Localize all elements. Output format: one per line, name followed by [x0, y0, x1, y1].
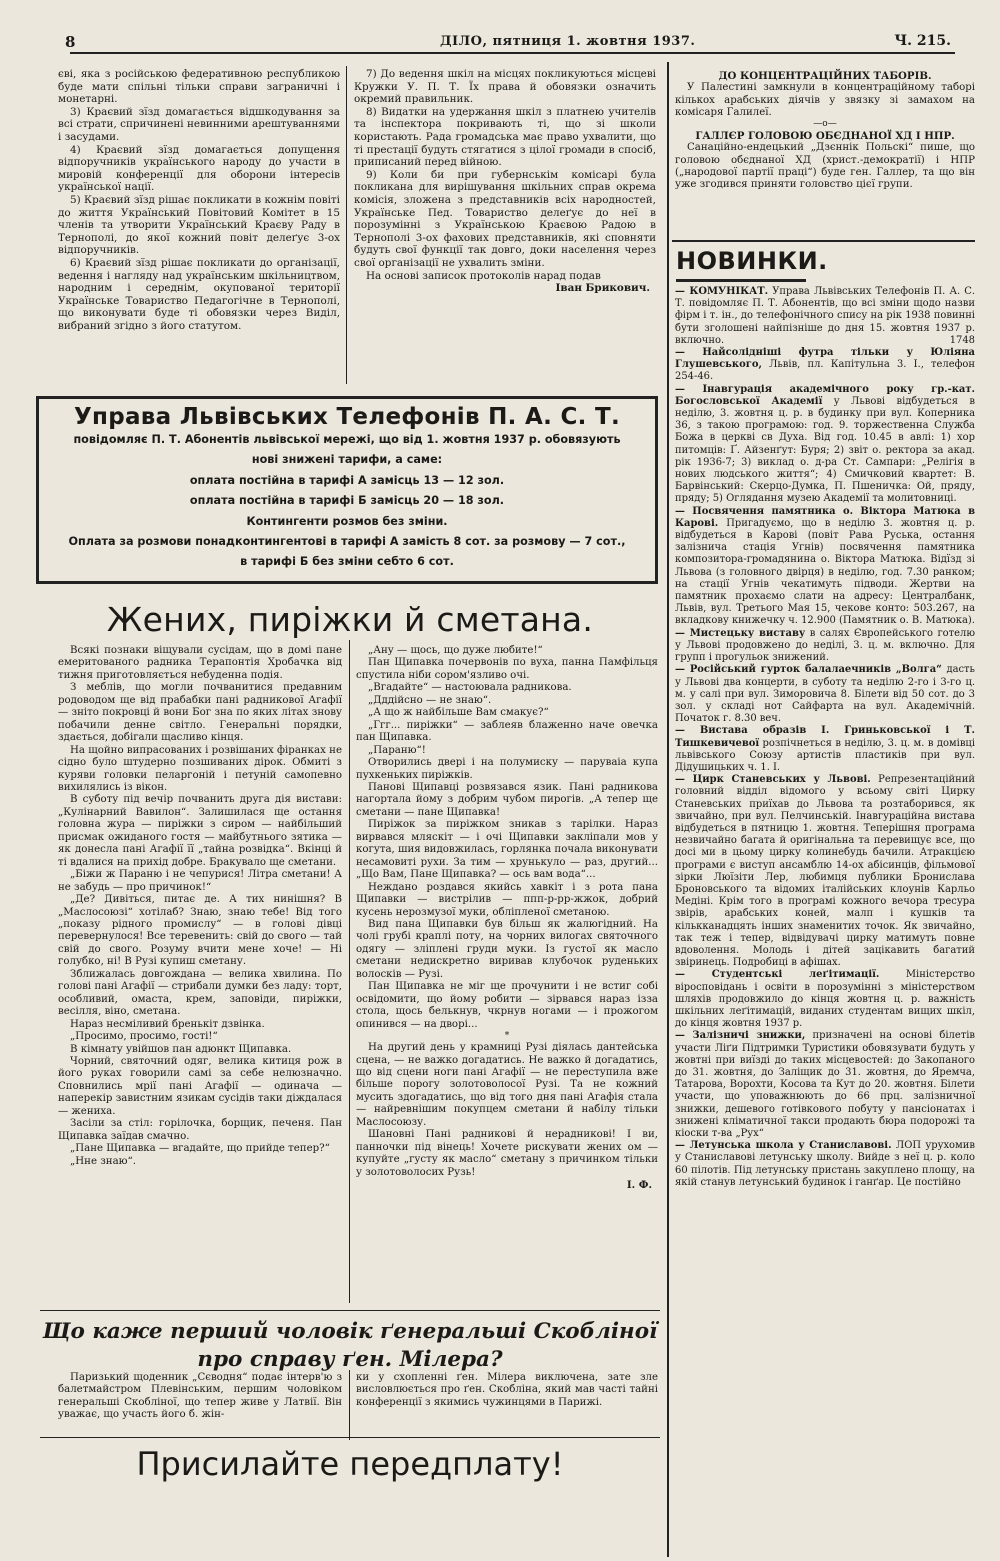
news-item-lead: — Летунська школа у Станиславові.	[675, 1140, 892, 1152]
column-divider	[349, 640, 350, 1303]
top-article-col2: 7) До ведення шкіл на місцях покликуються місцеві Кружки У. П. Т. Їх права й обовязки означить окремий правильник. 8) Видатки на удержання шкіл з платнею учителів та інспектора покривають ті, що зі школи користають. Рада громадська має право ухвалити, що ті престації будуть стягатися з цілої громади в спосіб, приписаний перед війною. 9) Коли би при губернськім комісарі була покликана для вирішування шкільних справ окрема комісія, зложена з представників всіх народностей, Українське Пед. Товариство делеґує до неї в порозумінні з Українською Краєвою Радою в Тернополі 3-ох фахових представників, які сповняти будуть свої функції так довго, доки населення через свої організації не ухвалить зміни. На основі записок протоколів нарад подав Іван Брикович.	[354, 68, 656, 295]
news-item-text: у Львові відбудеться в неділю, 3. жовтня ц. р. в будинку при вул. Коперника 36, з такою програмою: год. 9. торжественна Служба Божа в церкві св Духа. Від год. 10.45 в авлі: 1) хор питомців: Ґ. Айзенґут: Буря; 2) звіт о. ректора за акад. рік 1936-7; 3) виклад о. д-ра Ст. Сампари: „Релігія в нових людського життя“; 4) Смичковий квартет: В. Барвінський: Скерцо-Думка, П. Пшеничка: Ой, пряду, пряду; 5) Оглядання музею Академії та молитовниці.	[675, 395, 975, 505]
page-header	[60, 30, 955, 52]
news-item-text: ЛОП урухомив у Станиславові летунську школу. Вийде з неї ц. р. коло 60 пілотів. Під летунську пристань закуплено площу, на якій станув летунський будинок і ганґар. Це постійно	[675, 1140, 975, 1188]
page-number: 8	[65, 33, 76, 51]
news-item	[675, 969, 975, 1030]
news-item-text: в салях Європейського готелю у Львові продовжено до неділі, 3. ц. м. включно. Для групп і прогульок знижений.	[675, 627, 975, 664]
column-divider	[346, 66, 347, 384]
news-item-lead: — Посвячення памятника о. Віктора Матюка в Карові.	[675, 505, 975, 529]
news-item-lead: — Цирк Станевських у Львові.	[675, 774, 871, 786]
news-item	[675, 347, 975, 384]
issue-number: Ч. 215.	[894, 33, 951, 49]
right-column-top: ДО КОНЦЕНТРАЦІЙНИХ ТАБОРІВ. У Палестині замкнули в концентраційному таборі кількох арабських діячів у звязку зі замахом на комісаря Галилеї. —o— ГАЛЛЄР ГОЛОВОЮ ОБЄДНАНОЇ ХД І НПР. Санаційно-ендецький „Дзєннік Польскі“ пише, що головою обєднаної ХД (христ.-демократії) і НПР („народової партії праці“) буде ген. Галлер, та що він уже згодився приняти головство цієї групи.	[675, 70, 975, 191]
article2-col1: Паризький щоденник „Сєводня“ подає інтерв'ю з балетмайстром Плевінським, першим чоловіком генеральші Скоблінoї, що тепер живе у Латвії. Він уважає, що участь його б. жін-	[58, 1372, 342, 1420]
column-divider	[667, 62, 669, 1557]
article2-headline: Що каже перший чоловік ґенеральші Скоблінoї про справу ґен. Мілера?	[42, 1319, 658, 1372]
news-item	[675, 774, 975, 969]
camps-title: ДО КОНЦЕНТРАЦІЙНИХ ТАБОРІВ.	[718, 70, 932, 82]
article2-col2: ки у схопленні ґен. Мілера виключена, зате зле висловлюється про ґен. Скобліна, який мав часті тайні конференції з якимись чужинцями в Парижі.	[356, 1372, 658, 1408]
news-item-lead: — Залізничі знижки,	[675, 1030, 806, 1042]
news-item	[675, 506, 975, 628]
ad-line: оплата постійна в тарифі Б замісць 20 — 18 зол.	[189, 494, 505, 508]
ad-line: нові знижені тарифи, а саме:	[251, 453, 443, 467]
subscription-banner: Присилайте передплату!	[136, 1445, 564, 1483]
feuilleton-col2: „Ану — щось, що дуже любите!“ Пан Щипавка почервонів по вуха, панна Памфільця спустила ніби сором'язливо очі. „Вгадайте“ — настоювала радникова. „Дддійсно — не знаю“. „А що ж найбільше Вам смакує?“ „Ггг... пиріжки“ — заблеяв блаженно наче овечка пан Щипавка. „Параню“! Отворились двері і на полумиску — паруваіа купа пухкеньких пиріжків. Панові Щипавці розвязався язик. Пані радникова нагортала йому з добрим чубом пирогів. „А тепер ще сметани — пане Щипавка! Пиріжок за пиріжком зникав з тарілки. Нараз вирвався мляскіт — і очі Щипавки закліпали мов у когута, шия видовжилась, горлянка почала виконувати несамовиті рухи. За тим — хрунькуло — раз, другий... „Що Вам, Пане Щипавка? — ось вам вода“... Нежданo роздався якийсь хавкіт і з рота пана Щипавки — вистрілив — ппп-р-рр-жжок, добрий кусень нерозмузої муки, обліпленої сметаною. Вид пана Щипавки був більш як жалюгідний. На чолі грубі краплі поту, на чорних вилогах святочного одягу — зліплені груди муки. Із густої як масло сметани недискретно виривав клубочок руденьких волосків — Рузі. Пан Щипавка не міг ще прочунити і не встиг собі освідомити, що йому робити — зірвався нараз ізза стола, щось белькнув, чкрнув ногами — і прожогом опинився — на дворі... * На другий день у крамниці Рузі діялась дантейська сцена, — не важко догадатись. Не важко й догадатись, що від сцени ноги пані Агафії — не переступила вже більше порогу золотоволосої Рузі. Та не кожний мусить здогадатись, що від того дня пані Агафія стала — найревнішим покупцем сметани й набілу тільки Маслосоюзу. Шановні Пані радникові й нерадникові! І ви, панночки під вінець! Хочете рискувати жених ом — купуйте „густу як масло“ сметану з причинком тільки у золотоволосих Рузь! І. Ф.	[356, 645, 658, 1192]
feuilleton-headline: Жених, пиріжки й сметана.	[106, 600, 594, 639]
news-item-code: 1748	[949, 334, 975, 346]
feuilleton-signature: І. Ф.	[626, 1179, 652, 1192]
news-item-text: Міністерство віросповідань і освіти в порозумінні з міністерством шляхів продовжило до кінця жовтня ц. р. важність шкільних леґітимацій, виданих студентам вищих шкіл, до кінця жовтня 1937 р.	[675, 969, 975, 1030]
news-item	[675, 725, 975, 774]
news-item-text: Управа Львівських Телефонів П. А. С. Т. повідомляє П. Т. Абонентів, що всі зміни щодо назви фірм і т. ін., до телефонічного спису на рік 1938 повинні бути зголошені найпізніше до дня 15. жовтня 1937 р. включно.	[675, 286, 975, 346]
news-item	[675, 1030, 975, 1140]
news-item-text: Репрезентаційний головний відділ відомого у всьому світі Цирку Станевських приїхав до Львова та розтаборився, як звичайно, при вул. Пелчинській. Інавгураційна вистава відбудеться в пятницю 1. жовтня. Теперішня програма незвичайно багата й оригінальна та перевищує все, що досі ми в цьому цирку колинебудь бачили. Атракцією програми є виступ ансамблю 14-ох абісинців, фільмової зірки Люїзіти Лер, любимця публики Бронислава Броновського та відомих італійських клоунів Карльо Медіні. Крім того в програмі кожного вечора тресура звірів, арабських коней, малп і кушків та кількканадцять інших знаменитих точок. Як звичайно, так теж і тепер, відвідувачі цирку матимуть повне вдоволення. Молодь і дітей зацікавить багатий звіринець. Подробиці в афішах.	[675, 774, 975, 969]
news-item	[675, 1140, 975, 1189]
section-rule	[40, 1310, 660, 1311]
news-item-lead: — КОМУНІКАТ.	[675, 286, 769, 297]
section-rule	[672, 240, 975, 242]
section-rule	[40, 1437, 660, 1438]
ad-line: повідомляє П. Т. Абонентів львівської мережі, що від 1. жовтня 1937 р. обовязують	[73, 433, 621, 446]
top-article-col1: єві, яка з російською федеративною республикою буде мати спільні тільки справи заграничні і монетарні. 3) Краєвий зїзд домагається відшкодування за всі страти, спричинені невинними арештуваннями і засудами. 4) Краєвий зїзд домагається допущення відпоручників українського народу до участи в мировій конференції для оборони інтересів української нації. 5) Краєвий зїзд рішає покликати в кожнім повіті до життя Український Повітовий Комітет в 15 членів та утворити Український Краєву Раду в Тернополі, до якої кожний повіт делеґує 3-ох відпоручників. 6) Краєвий зїзд рішає покликати до організації, ведення і нагляду над українським шкільництвом, народним і середнім, окупованої території Українське Товариство Педагогічне в Тернополі, що виконувати буде ті обовязки через Виділ, вибраний згідно з його статутом.	[58, 68, 340, 332]
masthead: ДІЛО, пятниця 1. жовтня 1937.	[440, 34, 696, 49]
news-item-lead: — Мистецьку виставу	[675, 627, 806, 639]
news-item	[675, 286, 975, 347]
news-item-lead: — Вистава образів І. Гриньковської і Т. Тишкевичевої	[675, 725, 975, 749]
news-list	[675, 286, 975, 1189]
news-item-text: призначені на основі білетів участи Ліґи Підтримки Туристики обовязувати будуть у жовтні при виїзді до таких місцевостей: до Закопаного до 31. жовтня, до Заліщик до 31. жовтня, до Яремча, Татарова, Ворохти, Косова та Кут до 20. жовтня. Білети участи, що уповажнюють до 66 прц. залізничної знижки, дешевого готівкового побуту у пансіонатах і знижені кліматичної такси продають бюра подорожі та кіоски т-ва „Рух“	[675, 1030, 975, 1140]
haller-title: ГАЛЛЄР ГОЛОВОЮ ОБЄДНАНОЇ ХД І НПР.	[695, 130, 955, 143]
news-item-text: Львів, пл. Капітульна 3. І., телефон 254-46.	[675, 359, 975, 383]
telephone-ad	[36, 396, 658, 584]
header-rule	[70, 52, 955, 54]
news-item	[675, 664, 975, 725]
news-item-text: Пригадуємо, що в неділю 3. жовтня ц. р. відбудеться в Карові (повіт Рава Руська, остання залізнича стація Угнів) посвячення памятника композитора-громадянина о. Віктора Матюка. Відїзд зі Львова (з головного двірця) в неділю, год. 7.30 ранком; на стації Угнів чекатимуть підводи. Жертви на памятник прохаємо слати на адресу: Централбанк, Львів, вул. Третього Мая 15, чекове конто: 503.267, на вкладкову книжечку ч. 12.900 (Памятник о. В. Матюка).	[675, 517, 975, 627]
ad-line: Контингенти розмов без зміни.	[246, 514, 448, 528]
feuilleton-col1: Всякі познаки віщували сусідам, що в домі пане емеритованого радника Терапонтія Хробачка від тижня приготовляється небуденна подія. З меблів, що могли почванитися предавним родоводом ще від прабабки пані радникової Агафії — зніто покровці й вони Бог зна по яких літах знову побачили денне світло. Генеральні порядки, здається, добігали щасливо кінця. На щойно випрасованих і розвішаних фіранках не сідно було штудерно позшиваних дірок. Обмиті з куряви головки пеларгоній і петуній самопевно вихилялись із вікон. В суботу під вечір почванить друга дія вистави: „Кулінарний Вавилон“. Залишилася ще остання головна журa — пиріжки з сиром — найбільший присмак ожиданого гостя — майбутнього зятика — як донесла пані Агафії її „тайна розвідка“. Вкінці й ті вдалися на прихід добре. Бракувало ще сметани. „Біжи ж Параню і не чепурися! Літра сметани! А не забудь — про причинок!“ „Де? Дивіться, питає де. А тих нинішня? В „Маслосоюзі“ хотілаб? Знаю, знаю тебе! Від того „показу рідного промислу“ — в голові дівці перевернулося! Все теревенить: свій до свого — тай свій до свого. Розуму вчити мене хоче! — Ні голубко, ні! В Рузі купиш сметану. Зближалась довгождана — велика хвилина. По голові пані Агафії — стрибали думки без ладу: торт, особливий, омаста, крем, заповіди, пиріжки, весілля, віно, сметана. Нараз несміливий бренькіт дзвінка. „Просимо, просимо, гості!“ В кімнату увійшов пан адюнкт Щипавка. Чорний, святочний одяг, велика китиця рож в його руках говорили самі за себе нелюзначно. Сповнились мрії пані Агафії — одинача — наперекір завистним язикам сусідів таки діждалася — жениха. Засіли за стіл: горілочка, борщик, печеня. Пан Щипавка заїдав смачно. „Пане Щипавка — вгадайте, що прийде тепер?“ „Нне знаю“.	[58, 645, 342, 1167]
news-item-lead: — Студентські леґітимації.	[675, 969, 880, 981]
news-item-lead: — Російський гурток балалаечників „Волга“	[675, 664, 942, 676]
column-divider	[349, 1370, 350, 1440]
news-item-lead: — Найсолідніші футра тільки у Юліяна Глушевського,	[675, 347, 975, 371]
ad-line: Оплата за розмови понадконтингентові в тарифі А замість 8 сот. за розмову — 7 сот.,	[68, 535, 626, 549]
news-item	[675, 628, 975, 665]
news-item-text: дасть у Львові два концерти, в суботу та неділю 2-го і 3-го ц. м. у салі при вул. Зиморовича 8. Білети від 50 сот. до 3 зол. у складі нот Сайфарта на вул. Академічній. Початок г. 8.30 веч.	[675, 664, 975, 725]
news-item-lead: — Інавгурація академічного року гр.-кат. Богословської Академії	[675, 383, 975, 407]
ad-line: в тарифі Б без зміни себто 6 сот.	[240, 555, 454, 569]
ad-line: оплата постійна в тарифі А замісць 13 — 12 зол.	[189, 473, 505, 487]
news-item	[675, 384, 975, 506]
author-signature: Іван Брикович.	[555, 282, 650, 295]
ad-title: Управа Львівських Телефонів П. А. С. Т.	[73, 404, 621, 430]
news-item-text: розпічнеться в неділю, 3. ц. м. в домівці львівського Союзу артистів пластиків при вул. Дідушицьких ч. 1. І.	[675, 737, 975, 773]
novynky-heading: НОВИНКИ.	[676, 247, 806, 282]
